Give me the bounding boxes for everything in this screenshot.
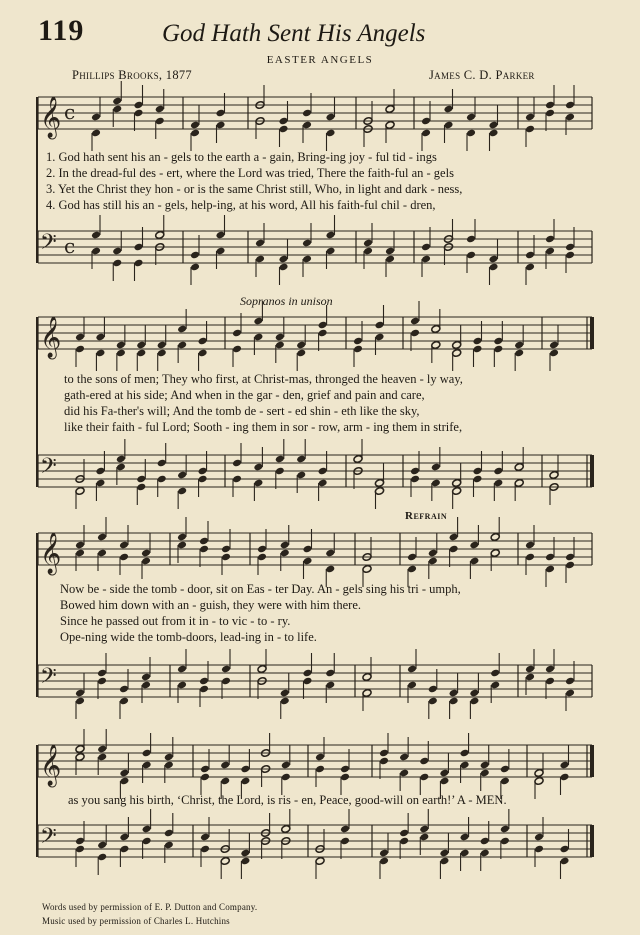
lyric-line: like their faith - ful Lord; Sooth - ing them in sor - row, arm - ing them in strife,: [64, 420, 463, 434]
bass-clef-icon: 𝄢: [40, 454, 57, 484]
system-brace: [36, 317, 38, 487]
treble-clef-icon: 𝄞: [40, 533, 62, 574]
treble-clef-icon: 𝄞: [40, 317, 62, 358]
author-credit: Phillips Brooks, 1877: [72, 68, 192, 82]
composer-credit: James C. D. Parker: [429, 68, 535, 82]
treble-staff-1: [0, 92, 640, 137]
bass-staff-2: [0, 450, 640, 495]
bass-staff-3: [0, 660, 640, 705]
treble-staff-3: [0, 528, 640, 573]
lyric-line: Now be - side the tomb - door, sit on Eas - ter Day. An - gels sing his tri - umph,: [60, 582, 461, 596]
system-brace: [36, 533, 38, 697]
tune-name: EASTER ANGELS: [266, 54, 374, 66]
treble-staff-4: [0, 740, 640, 785]
common-time-icon: c: [64, 100, 76, 124]
lyric-line: 1. God hath sent his an - gels to the earth a - gain, Bring-ing joy - ful tid - ings: [46, 150, 437, 164]
lyric-line: 2. In the dread-ful des - ert, where the Lord was tried, There the faith-ful an - gels: [46, 166, 454, 180]
common-time-icon: c: [64, 234, 76, 258]
music-permission: Music used by permission of Charles L. Hutchins: [42, 916, 230, 926]
bass-staff-4: [0, 820, 640, 865]
system-brace: [36, 745, 38, 857]
bass-clef-icon: 𝄢: [40, 664, 57, 694]
bass-clef-icon: 𝄢: [40, 824, 57, 854]
lyric-line: did his Fa-ther's will; And the tomb de - sert - ed shin - eth like the sky,: [64, 404, 420, 418]
lyric-line: Since he passed out from it in - to vic - to - ry.: [60, 614, 291, 628]
lyric-line: 4. God has still his an - gels, help-ing, at his word, All his faith-ful chil - dren,: [46, 198, 436, 212]
bass-staff-1: [0, 226, 640, 271]
lyric-line: Bowed him down with an - guish, they were with him there.: [60, 598, 361, 612]
bass-clef-icon: 𝄢: [40, 230, 57, 260]
hymn-number: 119: [38, 14, 85, 47]
sopranos-label: Sopranos in unison: [240, 294, 333, 308]
treble-clef-icon: 𝄞: [40, 745, 62, 786]
treble-clef-icon: 𝄞: [40, 97, 62, 138]
lyric-line: Ope-ning wide the tomb-doors, lead-ing in - to life.: [60, 630, 317, 644]
lyric-line: gath-ered at his side; And when in the gar - den, grief and pain and care,: [64, 388, 425, 402]
lyric-line: as you sang his birth, ‘Christ, the Lord, is ris - en, Peace, good-will on earth!’ A - MEN.: [68, 793, 507, 807]
hymn-title: God Hath Sent His Angels: [162, 20, 426, 47]
words-permission: Words used by permission of E. P. Dutton and Company.: [42, 902, 258, 912]
treble-staff-2: [0, 312, 640, 357]
lyric-line: 3. Yet the Christ they hon - or is the same Christ still, Who, in light and dark - ness,: [46, 182, 463, 196]
system-brace: [36, 97, 38, 263]
lyric-line: to the sons of men; They who first, at Christ-mas, thronged the heaven - ly way,: [64, 372, 463, 386]
refrain-label: Refrain: [405, 510, 448, 522]
